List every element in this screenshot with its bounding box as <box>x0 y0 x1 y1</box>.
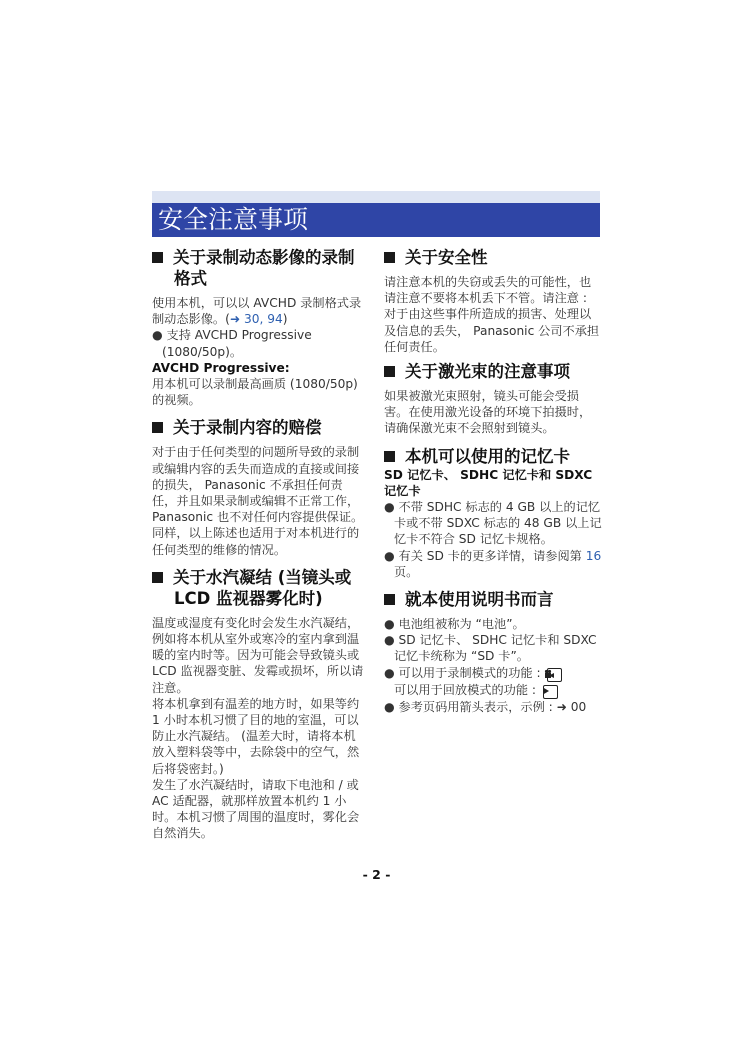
left-column <box>152 247 366 842</box>
section-heading-laser: 关于激光束的注意事项 <box>384 361 602 382</box>
bullet-battery: ● 电池组被称为 “电池”。 <box>384 617 525 632</box>
paragraph-laser: 如果被激光束照射，镜头可能会受损害。在使用激光设备的环境下拍摄时，请确保激光束不会照射到镜头。 <box>384 389 592 436</box>
paragraph-compensation: 对于由于任何类型的问题所导致的录制或编辑内容的丢失而造成的直接或间接的损失， Panasonic 不承担任何责任，并且如果录制或编辑不正常工作， Panasonic 也不对任何内容提供保证。同样，以上陈述也适用于对本机进行的任何类型的维修的情况。 <box>152 445 364 557</box>
paragraph-condensation-2: 将本机拿到有温差的地方时，如果等约 1 小时本机习惯了目的地的室温，可以防止水汽凝结。 (温差大时，请将本机放入塑料袋等中，去除袋中的空气，然后将袋密封。) <box>152 696 360 776</box>
section-heading-compensation: 关于录制内容的赔偿 <box>152 417 366 438</box>
subheading-card-types: SD 记忆卡、 SDHC 记忆卡和 SDXC 记忆卡 <box>384 467 593 498</box>
page-ref-link[interactable]: ➜ 30, 94 <box>229 312 283 327</box>
square-bullet-icon <box>384 366 395 377</box>
bullet-card-spec: ● 不带 SDHC 标志的 4 GB 以上的记忆卡或不带 SDXC 标志的 48 GB 以上记忆卡不符合 SD 记忆卡规格。 <box>384 500 602 547</box>
paragraph-recording-format: 使用本机，可以以 AVCHD 录制格式录制动态影像。(➜ 30, 94) <box>152 296 362 327</box>
square-bullet-icon <box>384 594 395 605</box>
right-column <box>384 247 602 715</box>
subheading-avchd-progressive: AVCHD Progressive: <box>152 360 290 375</box>
bullet-avchd-progressive: ● 支持 AVCHD Progressive (1080/50p)。 <box>152 328 312 359</box>
section-heading-security: 关于安全性 <box>384 247 602 268</box>
title-band <box>152 191 600 203</box>
square-bullet-icon <box>384 451 395 462</box>
paragraph-avchd-progressive: 用本机可以录制最高画质 (1080/50p) 的视频。 <box>152 377 358 408</box>
movie-camera-icon <box>547 668 562 682</box>
paragraph-condensation-1: 温度或湿度有变化时会发生水汽凝结，例如将本机从室外或寒冷的室内拿到温暖的室内时等。因为可能会导致镜头或 LCD 监视器变脏、发霉或损坏，所以请注意。 <box>152 615 364 695</box>
bullet-sd-card: ● SD 记忆卡、 SDHC 记忆卡和 SDXC 记忆卡统称为 “SD 卡”。 <box>384 633 597 664</box>
bullet-card-details: ● 有关 SD 卡的更多详情，请参阅第 16 页。 <box>384 548 602 579</box>
section-heading-condensation: 关于水汽凝结 (当镜头或 LCD 监视器雾化时) <box>152 567 366 609</box>
square-bullet-icon <box>152 572 163 583</box>
section-heading-memory-cards: 本机可以使用的记忆卡 <box>384 446 602 467</box>
section-heading-manual-conventions: 就本使用说明书而言 <box>384 589 602 610</box>
bullet-page-ref-arrow: ● 参考页码用箭头表示，示例 : ➜ 00 <box>384 699 587 714</box>
paragraph-condensation-3: 发生了水汽凝结时，请取下电池和 / 或 AC 适配器，就那样放置本机约 1 小时。本机习惯了周围的温度时，雾化会自然消失。 <box>152 777 360 841</box>
square-bullet-icon <box>152 422 163 433</box>
section-heading-recording-format: 关于录制动态影像的录制格式 <box>152 247 366 289</box>
paragraph-security: 请注意本机的失窃或丢失的可能性，也请注意不要将本机丢下不管。请注意 : 对于由这些事件所造成的损害、处理以及信息的丢失， Panasonic 公司不承担任何责任。 <box>384 275 600 354</box>
page-ref-link[interactable]: 16 <box>585 548 602 563</box>
square-bullet-icon <box>152 252 163 263</box>
bullet-mode-icons: ● 可以用于录制模式的功能 : 可以用于回放模式的功能 : <box>384 665 602 699</box>
page-number: - 2 - <box>362 867 391 882</box>
play-icon <box>543 685 558 699</box>
square-bullet-icon <box>384 252 395 263</box>
page-title: 安全注意事项 <box>152 203 600 237</box>
